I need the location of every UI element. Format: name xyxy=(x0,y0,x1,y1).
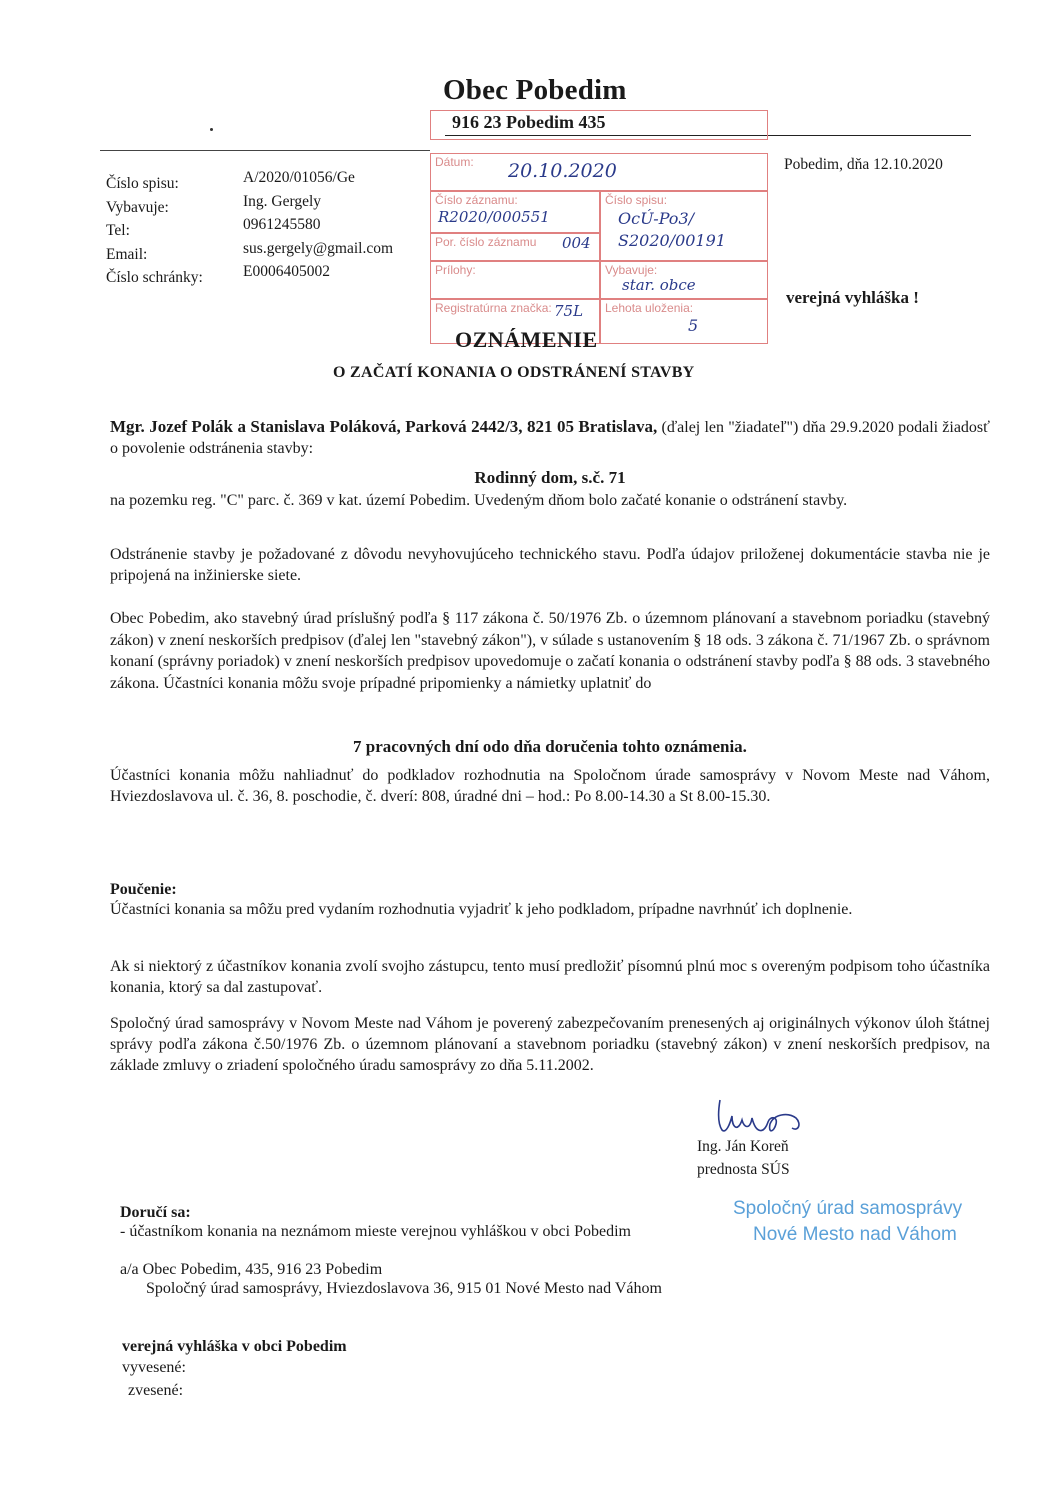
stamp-attachments-cell xyxy=(430,261,600,299)
meta-labels xyxy=(106,172,203,290)
municipality-title: Obec Pobedim xyxy=(443,74,627,106)
instruction-heading: Poučenie: xyxy=(110,881,177,898)
office-stamp-line-1: Spoločný úrad samosprávy xyxy=(733,1198,963,1219)
delivery-line-3: Spoločný úrad samosprávy, Hviezdoslavova 36, 915 01 Nové Mesto nad Váhom xyxy=(146,1280,662,1297)
deadline-notice: 7 pracovných dní odo dňa doručenia tohto oznámenia. xyxy=(353,737,747,756)
stamp-file-label: Číslo spisu: xyxy=(605,193,668,207)
document-title: OZNÁMENIE xyxy=(455,327,598,352)
paragraph-inspection: Účastníci konania môžu nahliadnuť do podkladov rozhodnutia na Spoločnom úrade samosprávy v Novom Meste nad Váhom, Hviezdoslavova ul. č. 36, 8. poschodie, č. dverí: 808, úradné dni – hod.: Po 8.00-14.30 a St 8.00-15.30. xyxy=(110,767,990,805)
paragraph-instruction-1: Účastníci konania sa môžu pred vydaním rozhodnutia vyjadriť k jeho podkladom, prípadne navrhnúť ich doplnenie. xyxy=(110,901,853,918)
stamp-record-label: Číslo záznamu: xyxy=(435,193,518,207)
signatory xyxy=(697,1135,790,1181)
place-date: Pobedim, dňa 12.10.2020 xyxy=(784,156,943,173)
meta-values xyxy=(243,166,393,284)
delivery-line-1: - účastníkom konania na neznámom mieste verejnou vyhláškou v obci Pobedim xyxy=(120,1223,631,1240)
delivery-heading: Doručí sa: xyxy=(120,1204,191,1221)
meta-divider xyxy=(100,150,430,151)
delivery-line-2: a/a Obec Pobedim, 435, 916 23 Pobedim xyxy=(120,1261,383,1278)
stamp-record-value: R2020/000551 xyxy=(438,208,550,226)
signatory-role: prednosta SÚS xyxy=(697,1161,790,1178)
stamp-retention-cell xyxy=(600,299,768,344)
posted-label: vyvesené: xyxy=(122,1359,186,1376)
stamp-order-label: Por. číslo záznamu xyxy=(435,235,537,249)
building-name: Rodinný dom, s.č. 71 xyxy=(474,468,626,487)
stamp-date-value: 20.10.2020 xyxy=(508,160,617,182)
meta-label-email: Email: xyxy=(106,245,148,263)
meta-value-file-number: A/2020/01056/Ge xyxy=(243,169,355,186)
stamp-header-cell xyxy=(430,110,768,140)
document-subtitle: O ZAČATÍ KONANIA O ODSTRÁNENÍ STAVBY xyxy=(333,364,695,381)
stamp-reg-label: Registratúrna značka: xyxy=(435,301,552,315)
stamp-date-label: Dátum: xyxy=(435,155,474,169)
meta-value-phone: 0961245580 xyxy=(243,216,321,233)
handwritten-signature xyxy=(712,1094,812,1138)
stamp-attachments-label: Prílohy: xyxy=(435,263,476,277)
paragraph-authority: Obec Pobedim, ako stavebný úrad príslušný podľa § 117 zákona č. 50/1976 Zb. o územnom plánovaní a stavebnom poriadku (stavebný zákon) v znení neskorších predpisov (ďalej len "stavebný zákon"), v súlade s ustanovením § 18 ods. 3 zákona č. 71/1967 Zb. o správnom konaní (správny poriadok) v znení neskorších predpisov upovedomuje o začatí konania o odstránení stavby podľa § 88 ods. 3 stavebného zákona. Účastníci konania môžu svoje prípadné pripomienky a námietky uplatniť do xyxy=(110,610,990,692)
stamp-file-value: OcÚ-Po3/ S2020/00191 xyxy=(618,209,726,250)
paragraph-instruction-3: Spoločný úrad samosprávy v Novom Meste nad Váhom je poverený zabezpečovaním prenesených aj originálnych výkonov úloh štátnej správy podľa zákona č.50/1976 Zb. o územnom plánovaní a stavebnom poriadku (stavebný zákon) v znení neskorších predpisov, na základe zmluvy o zriadení spoločného úradu samosprávy zo dňa 5.11.2002. xyxy=(110,1015,990,1074)
stamp-reg-value: 75L xyxy=(554,302,584,320)
paragraph-reason: Odstránenie stavby je požadované z dôvodu nevyhovujúceho technického stavu. Podľa údajov priloženej dokumentácie stavba nie je pripojená na inžinierske siete. xyxy=(110,546,990,584)
meta-label-file-number: Číslo spisu: xyxy=(106,175,179,192)
meta-label-mailbox: Číslo schránky: xyxy=(106,269,203,286)
office-stamp-line-2: Nové Mesto nad Váhom xyxy=(753,1224,957,1245)
stamp-handler-label: Vybavuje: xyxy=(605,263,658,277)
applicant-names: Mgr. Jozef Polák a Stanislava Poláková, Parková 2442/3, 821 05 Bratislava, xyxy=(110,417,658,436)
meta-label-handler: Vybavuje: xyxy=(106,198,169,216)
paragraph-instruction-2: Ak si niektorý z účastníkov konania zvolí svojho zástupcu, tento musí predložiť písomnú plnú moc s overeným podpisom toho účastníka konania, ktorý sa dal zastupovať. xyxy=(110,958,990,996)
stamp-retention-value: 5 xyxy=(688,316,699,335)
applicant-request: (ďalej len "žiadateľ") dňa 29.9.2020 podali žiadosť o povolenie odstránenia stavby: xyxy=(110,419,990,457)
paragraph-parcel: na pozemku reg. "C" parc. č. 369 v kat. území Pobedim. Uvedeným dňom bolo začaté konanie o odstránení stavby. xyxy=(110,492,848,509)
municipality-address: 916 23 Pobedim 435 xyxy=(452,112,606,132)
meta-label-phone: Tel: xyxy=(106,222,130,239)
scan-speck xyxy=(210,128,213,131)
stamp-handler-value: star. obce xyxy=(622,276,696,294)
stamp-order-value: 004 xyxy=(562,234,591,252)
registry-stamp xyxy=(430,110,768,344)
public-notice-label: verejná vyhláška ! xyxy=(786,288,919,307)
meta-value-email: sus.gergely@gmail.com xyxy=(243,239,394,257)
stamp-retention-label: Lehota uloženia: xyxy=(605,301,694,315)
meta-value-mailbox: E0006405002 xyxy=(243,263,330,280)
signatory-name: Ing. Ján Koreň xyxy=(697,1138,789,1155)
removed-label: zvesené: xyxy=(128,1382,184,1399)
applicant-paragraph xyxy=(110,416,990,459)
meta-value-handler: Ing. Gergely xyxy=(243,192,322,210)
office-stamp xyxy=(733,1196,962,1248)
public-notice-footer-title: verejná vyhláška v obci Pobedim xyxy=(122,1338,347,1355)
